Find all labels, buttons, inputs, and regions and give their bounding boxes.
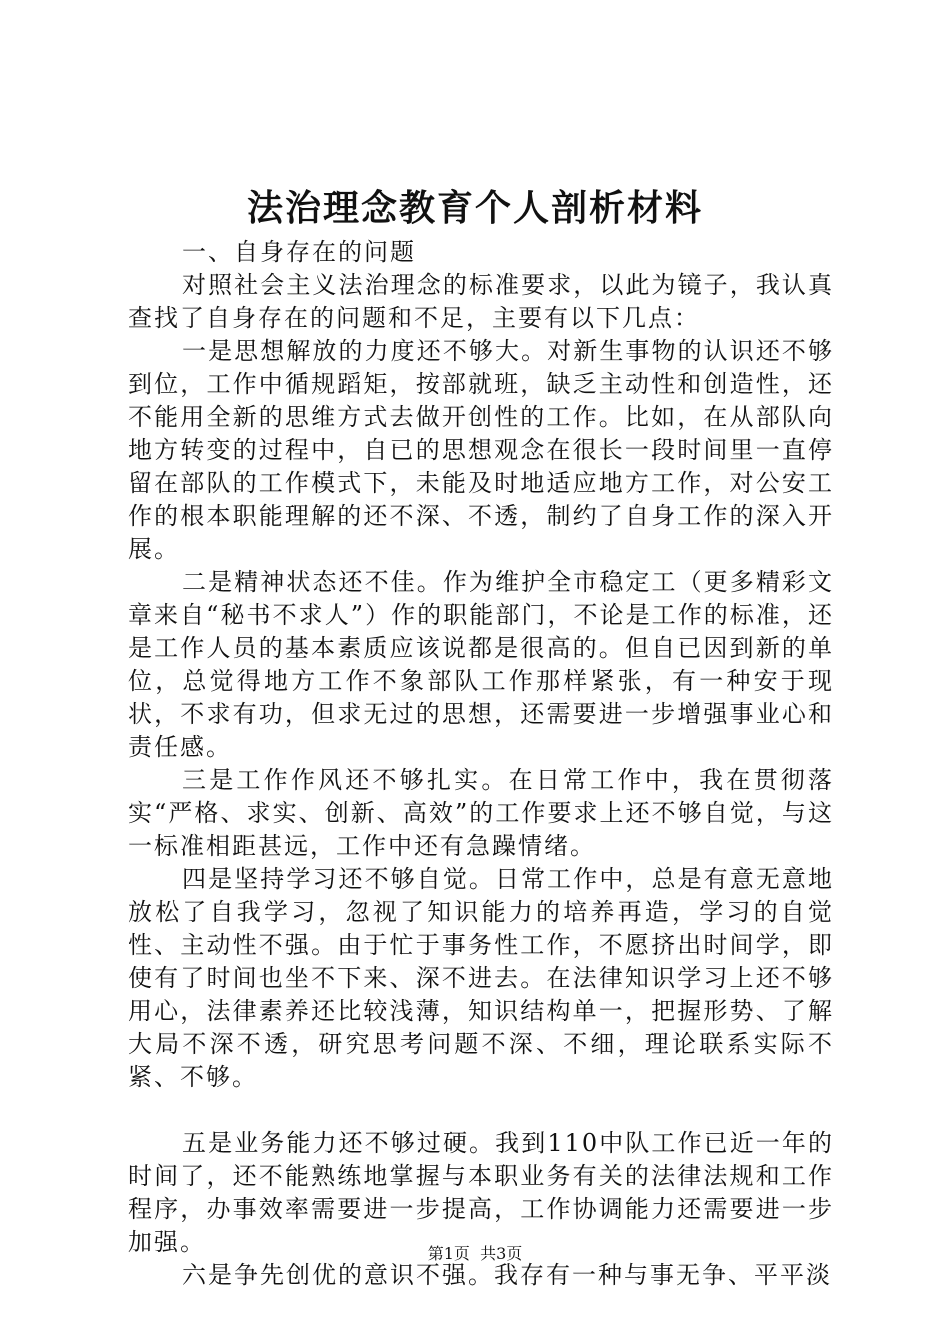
page-number: 第1页: [427, 1244, 470, 1263]
footer-separator: [470, 1244, 480, 1263]
paragraph-point-4: 四是坚持学习还不够自觉。日常工作中，总是有意无意地放松了自我学习，忽视了知识能力的培养再造，学习的自觉性、主动性不强。由于忙于事务性工作，不愿挤出时间学，即使有了时间也坐不下来、深不进去。在法律知识学习上还不够用心，法律素养还比较浅薄，知识结构单一，把握形势、了解大局不深不透，研究思考问题不深、不细，理论联系实际不紧、不够。: [128, 865, 834, 1091]
section-heading: 一、自身存在的问题: [182, 238, 416, 266]
document-title: 法治理念教育个人剖析材料: [246, 187, 703, 229]
paragraph-point-1: 一是思想解放的力度还不够大。对新生事物的认识还不够到位，工作中循规蹈矩，按部就班，缺乏主动性和创造性，还不能用全新的思维方式去做开创性的工作。比如，在从部队向地方转变的过程中，自已的思想观念在很长一段时间里一直停留在部队的工作模式下，未能及时地适应地方工作，对公安工作的根本职能理解的还不深、不透，制约了自身工作的深入开展。: [128, 337, 834, 563]
paragraph-point-2: 二是精神状态还不佳。作为维护全市稳定工（更多精彩文章来自“秘书不求人”）作的职能部门，不论是工作的标准，还是工作人员的基本素质应该说都是很高的。但自已因到新的单位，总觉得地方工作不象部队工作那样紧张，有一种安于现状，不求有功，但求无过的思想，还需要进一步增强事业心和责任感。: [128, 568, 834, 761]
page-total: 共3页: [480, 1244, 523, 1263]
paragraph-point-3: 三是工作作风还不够扎实。在日常工作中，我在贯彻落实“严格、求实、创新、高效”的工作要求上还不够自觉，与这一标准相距甚远，工作中还有急躁情绪。: [128, 766, 834, 860]
page-footer: [0, 1242, 950, 1266]
paragraph-point-6: 六是争先创优的意识不强。我存有一种与事无争、平平淡: [182, 1261, 832, 1289]
paragraph-intro: 对照社会主义法治理念的标准要求，以此为镜子，我认真查找了自身存在的问题和不足，主要有以下几点：: [128, 271, 834, 332]
paragraph-point-5: 五是业务能力还不够过硬。我到110中队工作已近一年的时间了，还不能熟练地掌握与本职业务有关的法律法规和工作程序，办事效率需要进一步提高，工作协调能力还需要进一步加强。: [128, 1129, 834, 1256]
paragraph-gap: [128, 1094, 834, 1127]
document-body: [128, 236, 834, 1292]
